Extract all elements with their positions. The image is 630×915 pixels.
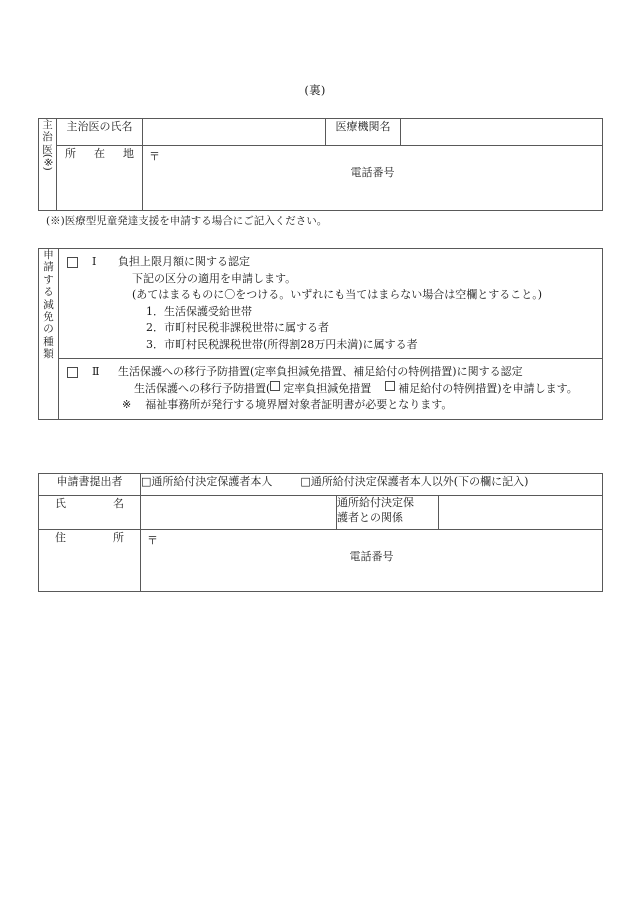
table-row <box>39 496 603 530</box>
relation-label <box>337 496 439 530</box>
vlabel-char: 主 <box>42 119 53 131</box>
submitter-label: 申請書提出者 <box>39 474 141 496</box>
doctor-vertical-label <box>39 119 57 211</box>
doctor-name-field[interactable] <box>143 119 326 146</box>
section1-line2: 下記の区分の適用を申請します。 <box>132 271 297 285</box>
vlabel-char: (※) <box>41 153 54 171</box>
section2-note <box>118 397 596 414</box>
submitter-options <box>141 474 603 496</box>
table-row <box>39 249 603 359</box>
section2-line2 <box>118 381 596 398</box>
doctor-address-label: 所 在 地 <box>57 146 143 211</box>
doctor-tel-label: 電話番号 <box>350 165 395 179</box>
vlabel-char: の <box>43 323 54 336</box>
supplementary-benefit-checkbox[interactable] <box>385 381 395 391</box>
vlabel-char: 減 <box>43 298 54 311</box>
section1-numeral: Ⅰ <box>92 255 97 268</box>
relation-label-line2: 護者との関係 <box>337 510 403 524</box>
table-row <box>39 474 603 496</box>
vlabel-char: る <box>43 286 54 299</box>
section2-checkbox[interactable] <box>67 367 78 378</box>
submitter-option-other[interactable]: □通所給付決定保護者本人以外(下の欄に記入) <box>300 475 529 488</box>
vlabel-char: 申 <box>43 249 54 261</box>
note-text: 福祉事務所が発行する境界層対象者証明書が必要となります。 <box>145 398 453 411</box>
vlabel-char: 類 <box>43 348 54 360</box>
submitter-address-label: 住 所 <box>39 530 141 592</box>
submitter-name-field[interactable] <box>141 496 337 530</box>
vlabel-char: 種 <box>43 335 54 348</box>
medical-institution-label: 医療機関名 <box>326 119 401 146</box>
relation-label-line1: 通所給付決定保 <box>337 496 414 509</box>
section2-numeral: Ⅱ <box>92 365 100 378</box>
section1-checkbox[interactable] <box>67 257 78 268</box>
vlabel-char: 医 <box>42 143 53 156</box>
doctor-address-field[interactable] <box>143 146 603 211</box>
section1-title: 負担上限月額に関する認定 <box>118 255 250 268</box>
section1-item[interactable]: 2．市町村民税非課税世帯に属する者 <box>146 321 329 334</box>
page-title: (裏) <box>304 83 326 97</box>
section2-title: 生活保護への移行予防措置(定率負担減免措置、補足給付の特例措置)に関する認定 <box>118 365 523 378</box>
attending-doctor-table <box>38 118 603 211</box>
note-mark: ※ <box>122 398 132 411</box>
section1-line3: (あてはまるものに〇をつける。いずれにも当てはまらない場合は空欄とすること。) <box>132 288 543 301</box>
postal-code-mark: 〒 <box>147 534 158 547</box>
vlabel-char: 免 <box>43 310 54 323</box>
submitter-tel-label: 電話番号 <box>349 549 394 563</box>
reduction-type-table <box>38 248 603 420</box>
submitter-option-self[interactable]: □通所給付決定保護者本人 <box>141 475 273 488</box>
table-row <box>39 119 603 146</box>
submitter-address-field[interactable] <box>141 530 603 592</box>
fixed-rate-reduction-checkbox[interactable] <box>270 381 280 391</box>
reduction-vertical-label <box>39 249 59 420</box>
section2-option-2: 補足給付の特例措置 <box>398 381 498 395</box>
table-row <box>39 530 603 592</box>
vlabel-char: 請 <box>43 261 54 274</box>
table-row <box>39 359 603 420</box>
section1-item[interactable]: 3．市町村民税課税世帯(所得割28万円未満)に属する者 <box>146 337 418 351</box>
section2-line2-post: )を申請します。 <box>497 381 578 395</box>
table-row <box>39 146 603 211</box>
section1-item[interactable]: 1．生活保護受給世帯 <box>146 304 252 318</box>
reduction-section-2 <box>59 359 603 420</box>
vlabel-char: す <box>43 273 54 286</box>
submitter-table <box>38 473 603 592</box>
medical-institution-field[interactable] <box>401 119 603 146</box>
section2-option-1: 定率負担減免措置 <box>283 381 372 395</box>
submitter-name-label: 氏 名 <box>39 496 141 530</box>
reduction-section-1 <box>59 249 603 359</box>
postal-code-mark: 〒 <box>149 150 160 163</box>
relation-field[interactable] <box>439 496 603 530</box>
doctor-name-label: 主治医の氏名 <box>57 119 143 146</box>
section2-line2-pre: 生活保護への移行予防措置( <box>134 381 271 395</box>
doctor-table-note: (※)医療型児童発達支援を申請する場合にご記入ください。 <box>46 215 328 227</box>
vlabel-char: 治 <box>42 131 53 144</box>
